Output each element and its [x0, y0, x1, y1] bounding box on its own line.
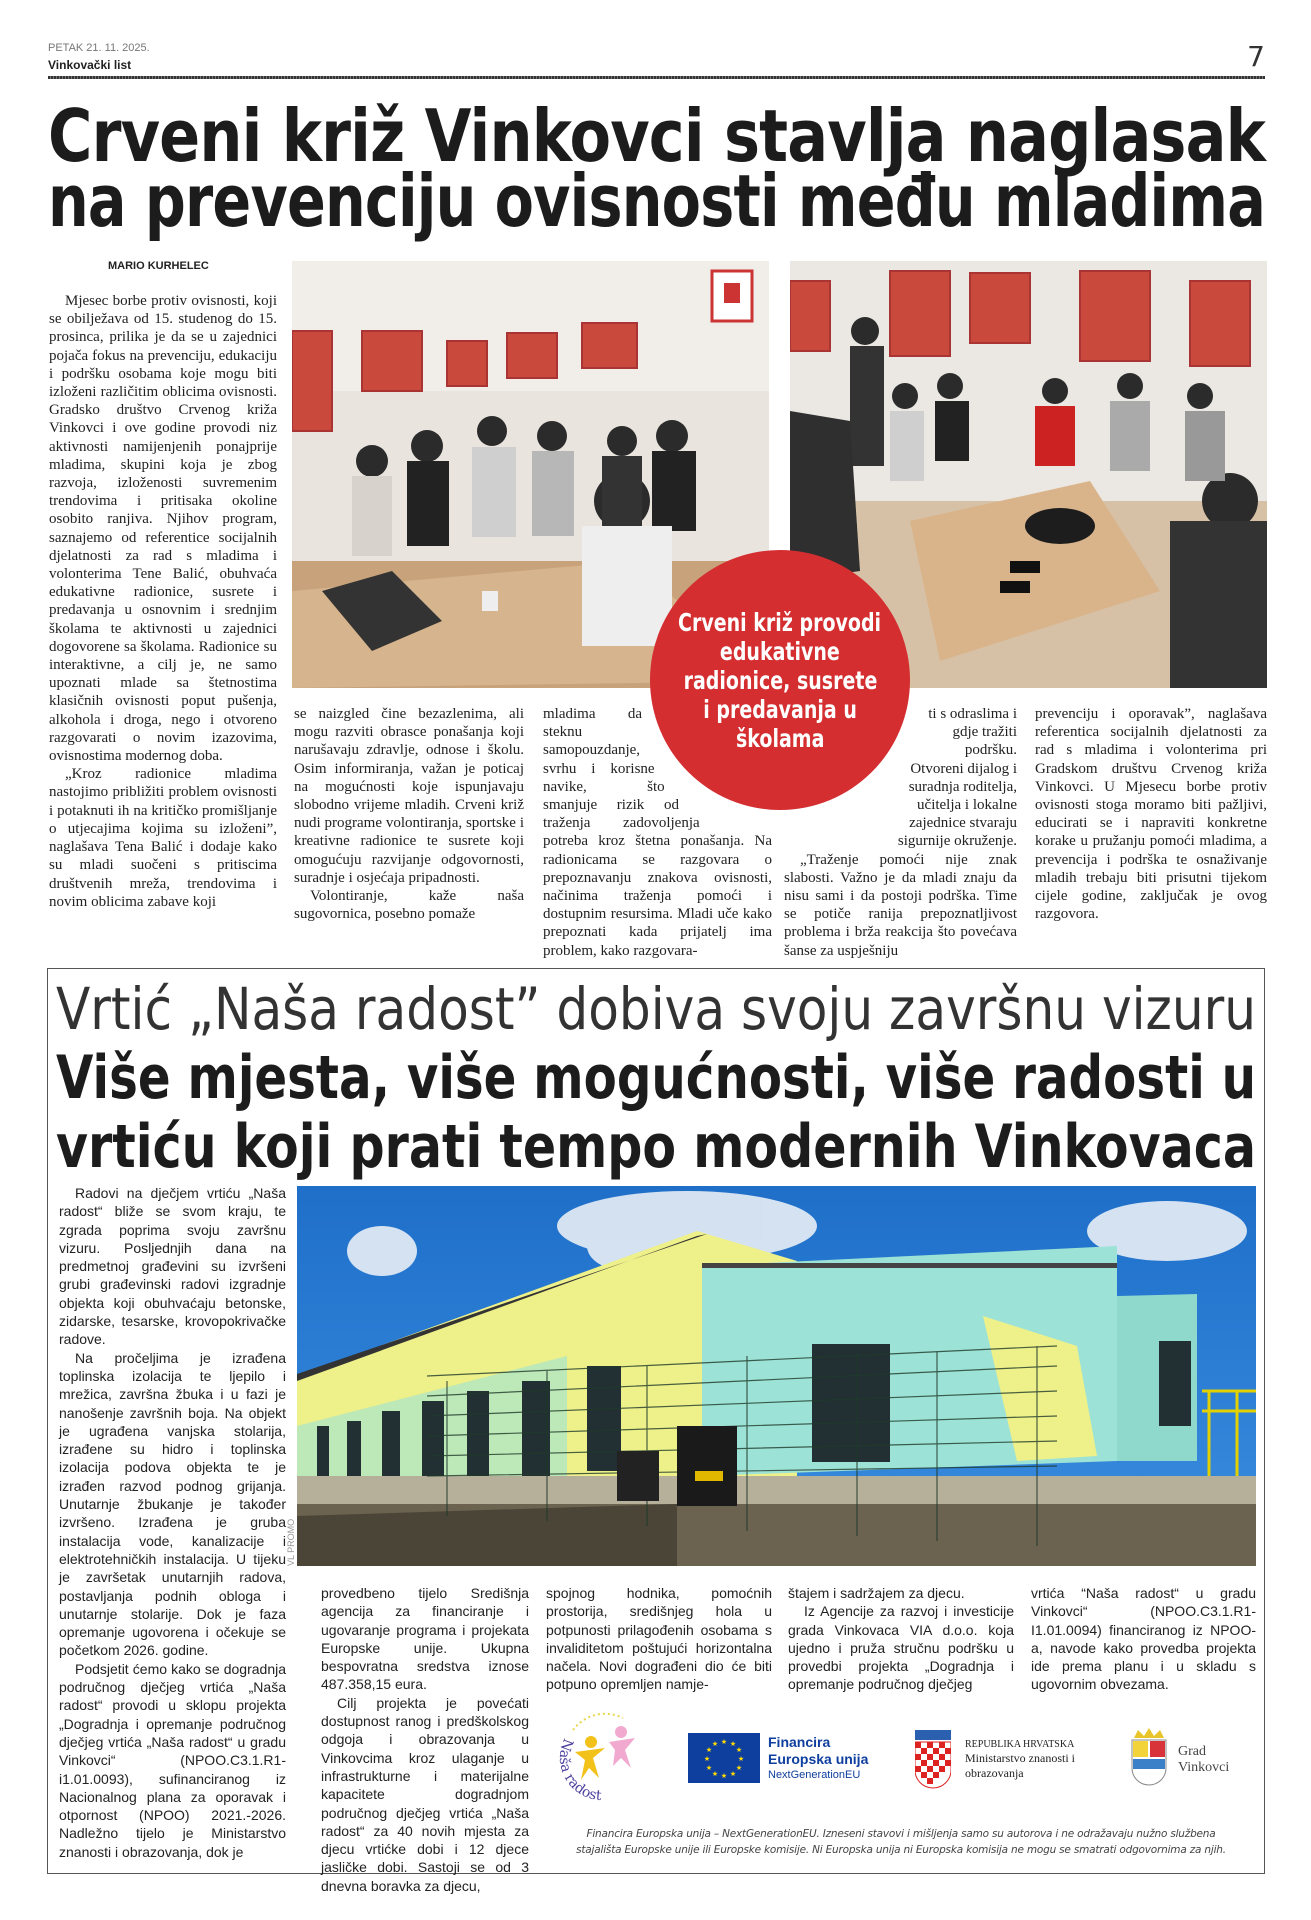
pull-quote-circle	[650, 550, 910, 810]
article2-headline-line2: vrtiću koji prati tempo modernih Vinkovaca	[56, 1112, 1256, 1182]
paragraph: mladima da steknu samopouzdanje, svrhu i korisne navike, što smanjuje rizik od traženja zadovoljenja potreba kroz štetna ponašanja. Na radionicama se razgovara o prepoznavanju znakova ovisnosti, načinima traženja pomoći i dostupnim resursima. Mladi uče kako prepoznati kada prijatelj ima problem, kako razgovara-	[543, 706, 772, 959]
eu-disclaimer	[551, 1826, 1251, 1858]
disclaimer-line: Financira Europska unija – NextGenerationEU. Izneseni stavovi i mišljenja samo su autorova i ne odražavaju nužno službena	[586, 1828, 1216, 1840]
svg-text:★: ★	[737, 1755, 745, 1763]
svg-text:★: ★	[729, 1770, 737, 1778]
article1-column-1	[49, 292, 277, 911]
eu-text-line: Financira	[768, 1734, 831, 1750]
article1-headline-line2: na prevenciju ovisnosti među mladima	[48, 159, 1265, 243]
nasa-radost-logo	[553, 1708, 648, 1803]
article2-column-5	[1031, 1584, 1256, 1694]
paragraph: provedbeno tijelo Središnja agencija za financiranje i ugovaranje programa i projekata Europske unije. Ukupna bespovratna sredstva iznose 487.358,15 eura.	[321, 1585, 529, 1693]
article1-column-5	[1035, 705, 1267, 923]
photo-credit: VL PROMO	[286, 1518, 296, 1566]
paragraph: se naizgled čine bezazlenima, ali mogu razviti obrasce ponašanja koji narušavaju zdravlje, odnose i školu. Osim informiranja, važan je poticaj na mogućnosti koje ispunjavaju slobodno vrijeme mladih. Crveni križ nudi programe volontiranja, sportske i kreativne radionice te susrete koji omogućuju razvijanje odgovornosti, suradnje i osjećaja pripadnosti.	[294, 706, 524, 886]
eu-text-line: Europska unija	[768, 1751, 869, 1767]
svg-text:★: ★	[711, 1770, 719, 1778]
article1-author: MARIO KURHELEC	[108, 260, 209, 272]
article2-column-2	[321, 1584, 529, 1895]
paragraph: Iz Agencije za razvoj i investicije grada Vinkovaca VIA d.o.o. koja ujedno i pruža stručnu podršku u provedbi projekta „Dogradnja i opremanje područnog dječjeg	[788, 1603, 1014, 1693]
svg-text:★: ★	[729, 1740, 737, 1748]
paragraph: prevenciju i oporavak”, naglašava referentica socijalnih djelatnosti za rad s mladima i volonterima pri Gradskom društvu Crvenog križa Vinkovci. U Mjesecu borbe protiv ovisnosti stoga moramo biti pažljivi, educirati se i napraviti konkretne korake u pružanju pomoći mladima, a prevencija i podrška te osnaživanje mladih trebaju biti prisutni tijekom cijele godine, zaključak je ovog razgovora.	[1035, 706, 1267, 923]
ministry-text-line: REPUBLIKA HRVATSKA	[965, 1739, 1075, 1750]
svg-text:★: ★	[711, 1740, 719, 1748]
eu-funding-text	[768, 1734, 868, 1782]
eu-flag-icon	[688, 1733, 760, 1783]
paragraph: vrtića “Naša radost“ u gradu Vinkovci“ (NPOO.C3.1.R1-I1.01.0094) financiranog iz NPOO-a, navode kako provedba projekta ide prema planu i u skladu s ugovornim obvezama.	[1031, 1585, 1256, 1693]
article2-kicker: Vrtić „Naša radost” dobiva svoju završnu vizuru	[56, 975, 1256, 1043]
header-divider	[48, 76, 1265, 79]
newspaper-name: Vinkovački list	[48, 58, 132, 72]
pull-quote-line: radionice, susrete	[683, 665, 877, 695]
svg-text:★: ★	[735, 1764, 743, 1772]
paragraph: Mjesec borbe protiv ovisnosti, koji se obilježava od 15. studenog do 15. prosinca, prilika je da se u zajednici pojača fokus na prevenciju, edukaciju i podršku osobama koje mogu biti izloženi različitim oblicima ovisnosti. Gradsko društvo Crvenog križa Vinkovci i ove godine provodi niz aktivnosti namijenjenih ponajprije mladima, skupini koja je zbog razvoja, izloženosti suvremenim trendovima i pritisaka okoline osobito ranjiva. Njihov program, saznajemo od referentice socijalnih djelatnosti za rad s mladima i volonterima Tene Balić, obuhvaća edukativne radionice, susrete i predavanja u osnovnim i srednjim školama te aktivnosti u zajednici dogovorene sa školama. Radionice su interaktivne, a cilj je, ne samo upoznati mlade sa štetnostima klasičnih ovisnosti poput pušenja, alkohola i droga, nego i otvoreno razgovarati o novim izazovima, ovisnostima modernog doba.	[49, 293, 277, 765]
ministry-text-line: obrazovanja	[965, 1766, 1024, 1780]
city-text-line: Grad	[1178, 1744, 1206, 1759]
svg-text:★: ★	[705, 1764, 713, 1772]
svg-text:★: ★	[720, 1772, 728, 1780]
paragraph: Na pročeljima je izrađena toplinska izolacija te ljepilo i mrežica, završna žbuka i u fazi je nanošenje završnih boja. Na objekt je ugrađena vanjska stolarija, izrađene su hidro i toplinska izolacija podova objekta te je izrađen razvod podnog grijanja. Unutarnje žbukanje je također izvršeno. Izrađena je gruba instalacija vode, kanalizacije i elektrotehničkih instalacija. U tijeku je završetak unutarnjih radova, postavljanja podnih obloga i unutarnje stolarije. Dok je faza opremanje ugovorena i očekuje se početkom 2026. godine.	[59, 1349, 286, 1659]
svg-text:★: ★	[720, 1738, 728, 1746]
article2-photo-kindergarten	[297, 1186, 1256, 1566]
article2-column-3	[546, 1584, 772, 1694]
paragraph: Radovi na dječjem vrtiću „Naša radost“ bliže se svom kraju, te zgrada poprima svoju završnu vizuru. Posljednjih dana na predmetnoj građevini su izvršeni grubi građevinski radovi izgradnje objekta koji obuhvaćaju betonske, zidarske, tesarske, krovopokrivačke radove.	[59, 1185, 286, 1348]
svg-text:★: ★	[703, 1755, 711, 1763]
ministry-text	[965, 1738, 1075, 1781]
paragraph: Cilj projekta je povećati dostupnost ranog i predškolskog odgoja i obrazovanja u Vinkovcima kroz ulaganje u infrastrukturne i materijalne kapacitete dogradnjom područnog dječjeg vrtića „Naša radost“ za 40 novih mjesta za djecu vrtićke dobi i 12 djece jasličke dobi. Sastoji se od 3 dnevna boravka za djecu,	[321, 1694, 529, 1894]
croatia-coat-of-arms-icon	[915, 1728, 951, 1792]
svg-text:★: ★	[705, 1746, 713, 1754]
city-text-line: Vinkovci	[1178, 1760, 1230, 1775]
svg-text:★: ★	[735, 1746, 743, 1754]
pull-quote-line: edukativne	[720, 636, 840, 666]
paragraph: Volontiranje, kaže naša sugovornica, posebno pomaže	[294, 888, 524, 923]
article2-headline-line1: Više mjesta, više mogućnosti, više radosti u	[56, 1043, 1256, 1113]
article1-headline-line1: Crveni križ Vinkovci stavlja naglasak	[48, 94, 1265, 178]
article2-column-4	[788, 1584, 1014, 1694]
pull-quote-line: i predavanja u	[703, 694, 857, 724]
paragraph: Podsjetit ćemo kako se dogradnja područnog dječjeg vrtića „Naša radost“ provodi u sklopu projekta „Dogradnja i opremanje područnog dječjeg vrtića „Naša radost“ u gradu Vinkovci“ (NPOO.C3.1.R1-i1.01.0093), sufinanciranog iz Nacionalnog plana za oporavak i otpornost (NPOO) 2021.-2026. Nadležno tijelo je Ministarstvo znanosti i obrazovanja, dok je	[59, 1660, 286, 1860]
article1-column-2	[294, 705, 524, 923]
city-text	[1178, 1744, 1229, 1776]
paragraph: ti s odraslima i gdje tražiti podršku. Otvoreni dijalog i suradnja roditelja, učitelja i lokalne zajednice stvaraju sigurnije okruženje.	[897, 706, 1017, 850]
paragraph: spojnog hodnika, pomoćnih prostorija, središnjeg hola u potpunosti prilagođenih osobama s invaliditetom poštujući horizontalna načela. Novi dograđeni dio će biti potpuno opremljen namje-	[546, 1585, 772, 1693]
page-number: 7	[1247, 40, 1265, 73]
nasa-radost-logo-label: Naša radost	[555, 1736, 603, 1803]
ministry-text-line: Ministarstvo znanosti i	[965, 1751, 1075, 1765]
disclaimer-line: stajališta Europske unije ili Europske komisije. Ni Europska unija ni Europska komisija ne mogu se smatrati odgovornima za njih.	[576, 1844, 1226, 1856]
paragraph: „Kroz radionice mladima nastojimo približiti problem ovisnosti i potaknuti ih na kritičko promišljanje o utjecajima kojima su izloženi”, naglašava Tena Balić i dodaje kako su mladi suočeni s pritiscima društvenih mreža, trendovima i novim oblicima zabave koji	[49, 766, 277, 910]
eu-text-line: NextGenerationEU	[768, 1769, 861, 1781]
pull-quote-line: Crveni križ provodi	[678, 607, 882, 637]
pull-quote-line: školama	[735, 723, 825, 753]
article2-column-1	[59, 1184, 286, 1861]
issue-date: PETAK 21. 11. 2025.	[48, 42, 150, 54]
paragraph: „Traženje pomoći nije znak slabosti. Važno je da mladi znaju da nisu sami i da postoji podrška. Time se potiče ranija prepoznatljivost problema i brža reakcija što povećava šanse za uspješniju	[784, 851, 1017, 959]
vinkovci-coat-of-arms-icon	[1130, 1728, 1168, 1790]
paragraph: štajem i sadržajem za djecu.	[788, 1585, 965, 1601]
